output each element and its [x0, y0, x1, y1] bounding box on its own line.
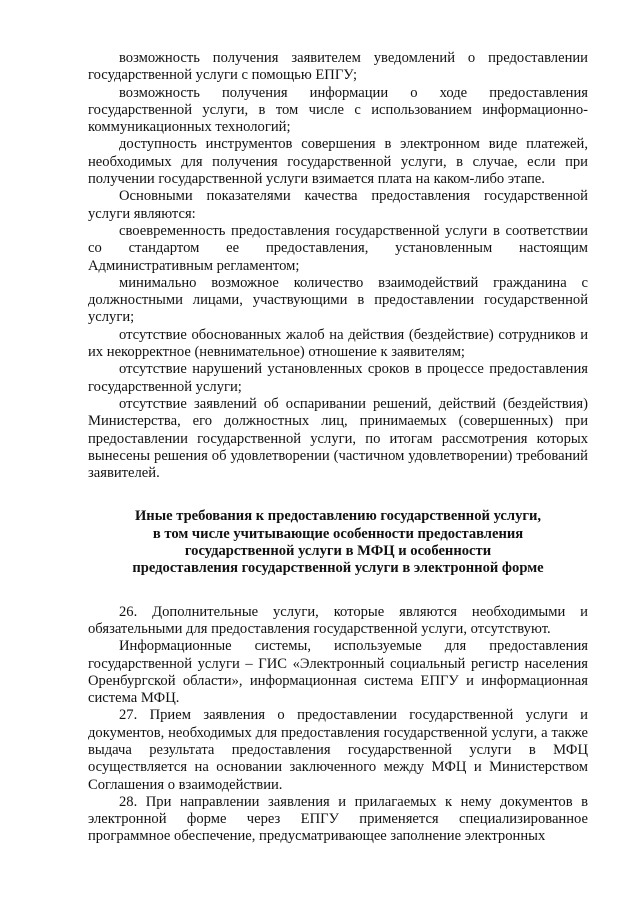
paragraph-26: 26. Дополнительные услуги, которые являются необходимыми и обязательными для предоставления государственной услуги, отсутствуют. [88, 603, 588, 637]
heading-line: в том числе учитывающие особенности предоставления [152, 525, 524, 542]
heading-line: государственной услуги в МФЦ и особенности [184, 543, 492, 560]
paragraph-info-systems: Информационные системы, используемые для предоставления государственной услуги – ГИС «Электронный социальный регистр населения Оренбургской области», информационная система ЕПГУ и информационная система МФЦ. [88, 638, 588, 707]
document-body [88, 50, 588, 846]
paragraph-28: 28. При направлении заявления и прилагаемых к нему документов в электронной форме через ЕПГУ применяется специализированное программное обеспечение, предусматривающее заполнение электронных [88, 793, 588, 845]
paragraph-deadlines: отсутствие нарушений установленных сроков в процессе предоставления государственной услуги; [88, 361, 588, 395]
paragraph-payments: доступность инструментов совершения в электронном виде платежей, необходимых для получения государственной услуги, в случае, если при получении государственной услуги взимается плата на каком-либо этапе. [88, 136, 588, 188]
paragraph-quality-intro: Основными показателями качества предоставления государственной услуги являются: [88, 188, 588, 222]
section-heading [88, 508, 588, 577]
paragraph-27: 27. Прием заявления о предоставлении государственной услуги и документов, необходимых для предоставления государственной услуги, а также выдача результата предоставления государственной услуги в МФЦ осуществляется на основании заключенного между МФЦ и Министерством Соглашения о взаимодействии. [88, 707, 588, 793]
paragraph-timeliness: своевременность предоставления государственной услуги в соответствии со стандартом ее предоставления, установленным настоящим Административным регламентом; [88, 222, 588, 274]
heading-line: Иные требования к предоставлению государственной услуги, [134, 508, 542, 525]
paragraph-complaints: отсутствие обоснованных жалоб на действия (бездействие) сотрудников и их некорректное (невнимательное) отношение к заявителям; [88, 326, 588, 361]
paragraph-appeals: отсутствие заявлений об оспаривании решений, действий (бездействия) Министерства, его должностных лиц, принимаемых (совершенных) при предоставлении государственной услуги, по итогам рассмотрения которых вынесены решения об удовлетворении (частичном удовлетворении) требований заявителей. [88, 395, 588, 482]
heading-line: предоставления государственной услуги в электронной форме [132, 560, 544, 577]
paragraph-interactions: минимально возможное количество взаимодействий гражданина с должностными лицами, участвующими в предоставлении государственной услуги; [88, 274, 588, 326]
paragraph-information: возможность получения информации о ходе предоставления государственной услуги, в том числе с использованием информационно-коммуникационных технологий; [88, 84, 588, 136]
paragraph-notification: возможность получения заявителем уведомлений о предоставлении государственной услуги с помощью ЕПГУ; [88, 50, 588, 84]
